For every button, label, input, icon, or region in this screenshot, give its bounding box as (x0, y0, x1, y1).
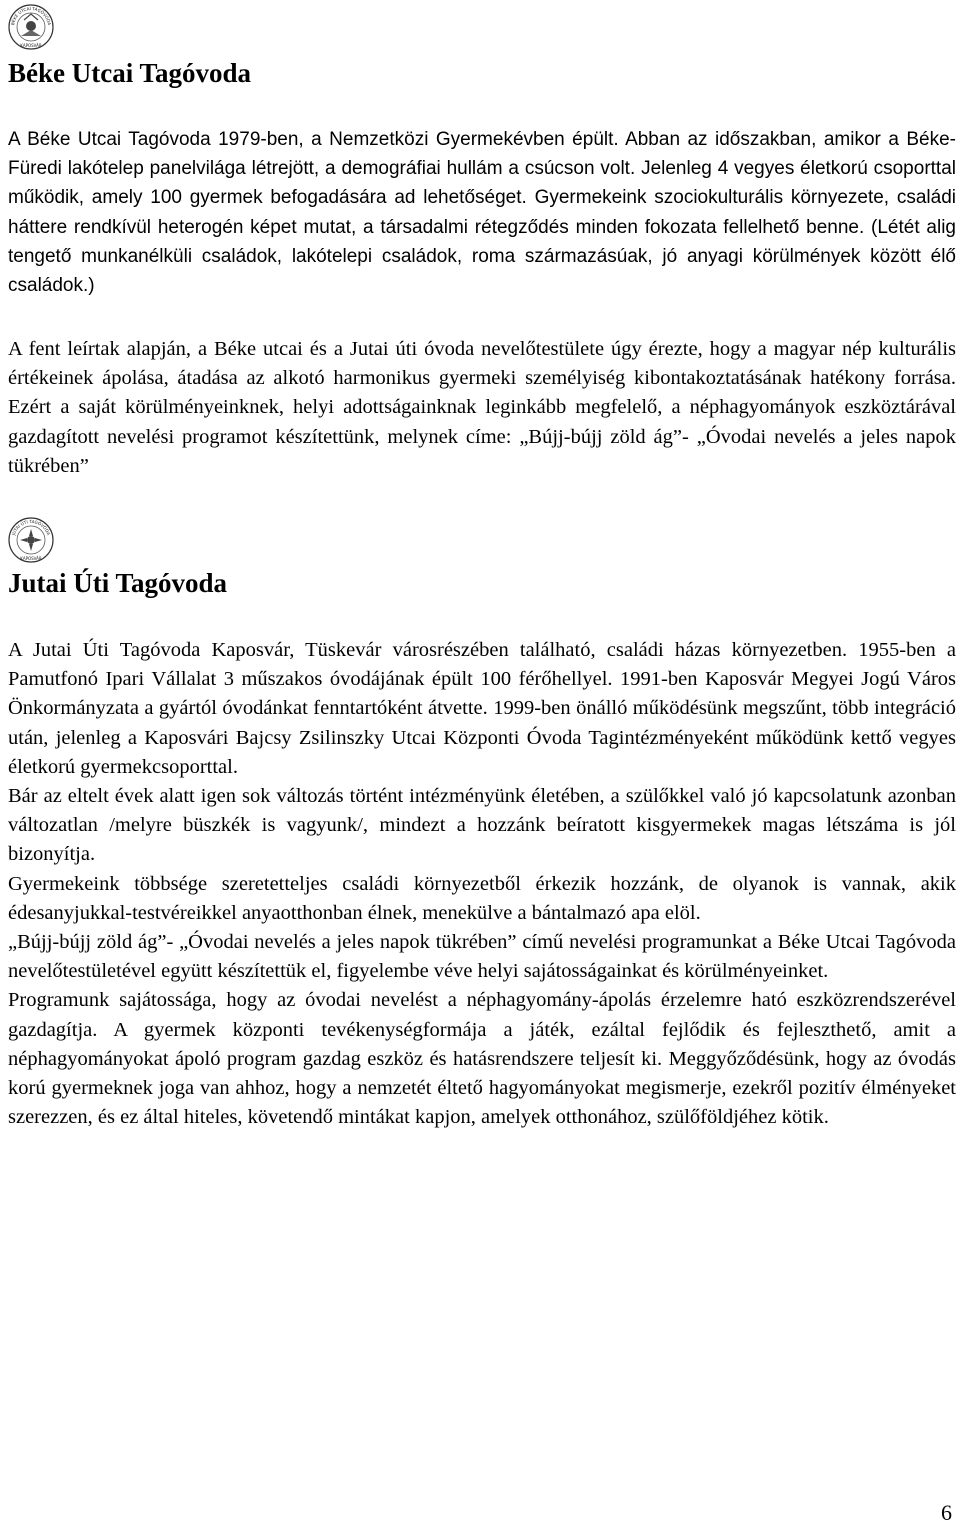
section-title-jutai: Jutai Úti Tagóvoda (8, 568, 228, 598)
jutai-kindergarten-emblem-icon (6, 515, 56, 565)
paragraph: A fent leírtak alapján, a Béke utcai és a Jutai úti óvoda nevelőtestülete úgy érezte, hogy a magyar nép kulturális értékeinek ápolása, átadása az alkotó harmonikus gyermeki személyiség kibontakoztatásának hatékony forrása. Ezért a saját körülményeinknek, helyi adottságainknak leginkább megfelelő, a néphagyományok eszköztárával gazdagított nevelési programot készítettünk, melynek címe: „Bújj-bújj zöld ág”- „Óvodai nevelés a jeles napok tükrében” (8, 338, 956, 477)
beke-kindergarten-emblem-icon (6, 2, 56, 52)
svg-text:KAPOSVÁR: KAPOSVÁR (20, 43, 42, 48)
beke-program-text (8, 335, 956, 481)
paragraph: A Jutai Úti Tagóvoda Kaposvár, Tüskevár városrészében található, családi házas környezetben. 1955-ben a Pamutfonó Ipari Vállalat 3 műszakos óvodájának épült 100 férőhellyel. 1991-ben Kaposvár Megyei Jogú Város Önkormányzata a gyártól óvodánkat fenntartóként átvette. 1999-ben önálló működésünk megszűnt, több integráció után, jelenleg a Kaposvári Bajcsy Zsilinszky Utcai Központi Óvoda Tagintézményeként működünk kettő vegyes életkorú gyermekcsoporttal. (8, 639, 956, 778)
jutai-body-text (8, 636, 956, 1132)
svg-text:KAPOSVÁR: KAPOSVÁR (20, 556, 42, 561)
beke-intro-text (8, 125, 956, 300)
svg-text:BÉKE UTCAI TAGÓVODA: BÉKE UTCAI TAGÓVODA (10, 5, 52, 26)
page-number: 6 (941, 1500, 952, 1525)
section-title-beke: Béke Utcai Tagóvoda (8, 58, 252, 88)
paragraph: Programunk sajátossága, hogy az óvodai nevelést a néphagyomány-ápolás érzelemre ható eszközrendszerével gazdagítja. A gyermek központi tevékenységformája a játék, ezáltal fejlődik és fejleszthető, amit a néphagyományokat ápoló program gazdag eszköz és hatásrendszere teljesít ki. Meggyőződésünk, hogy az óvodás korú gyermeknek joga van ahhoz, hogy a nemzetét éltető hagyományokat megismerje, ezekről pozitív élményeket szerezzen, és ez által hiteles, követendő mintákat kapjon, amelyek otthonához, szülőföldjéhez kötik. (8, 989, 956, 1129)
paragraph: Bár az eltelt évek alatt igen sok változás történt intézményünk életében, a szülőkkel való jó kapcsolatunk azonban változatlan /melyre büszkék is vagyunk/, mindezt a hozzánk beíratott kisgyermekek magas létszáma is jól bizonyítja. (8, 785, 956, 866)
svg-text:JUTAI ÚTI TAGÓVODA: JUTAI ÚTI TAGÓVODA (10, 518, 52, 536)
paragraph: „Bújj-bújj zöld ág”- „Óvodai nevelés a jeles napok tükrében” című nevelési programunkat a Béke Utcai Tagóvoda nevelőtestületével együtt készítettük el, figyelembe véve helyi sajátosságainkat és körülményeinket. (8, 931, 956, 983)
paragraph: A Béke Utcai Tagóvoda 1979-ben, a Nemzetközi Gyermekévben épült. Abban az időszakban, amikor a Béke-Füredi lakótelep panelvilága létrejött, a demográfiai hullám a csúcson volt. Jelenleg 4 vegyes életkorú csoporttal működik, amely 100 gyermek befogadására ad lehetőséget. Gyermekeink szociokulturális környezete, családi háttere rendkívül heterogén képet mutat, a társadalmi rétegződés minden fokozata fellelhető benne. (Létét alig tengető munkanélküli családok, lakótelepi családok, roma származásúak, jó anyagi körülmények között élő családok.) (8, 129, 956, 297)
paragraph: Gyermekeink többsége szeretetteljes családi környezetből érkezik hozzánk, de olyanok is vannak, akik édesanyjukkal-testvéreikkel anyaotthonban élnek, menekülve a bántalmazó apa elöl. (8, 872, 956, 924)
